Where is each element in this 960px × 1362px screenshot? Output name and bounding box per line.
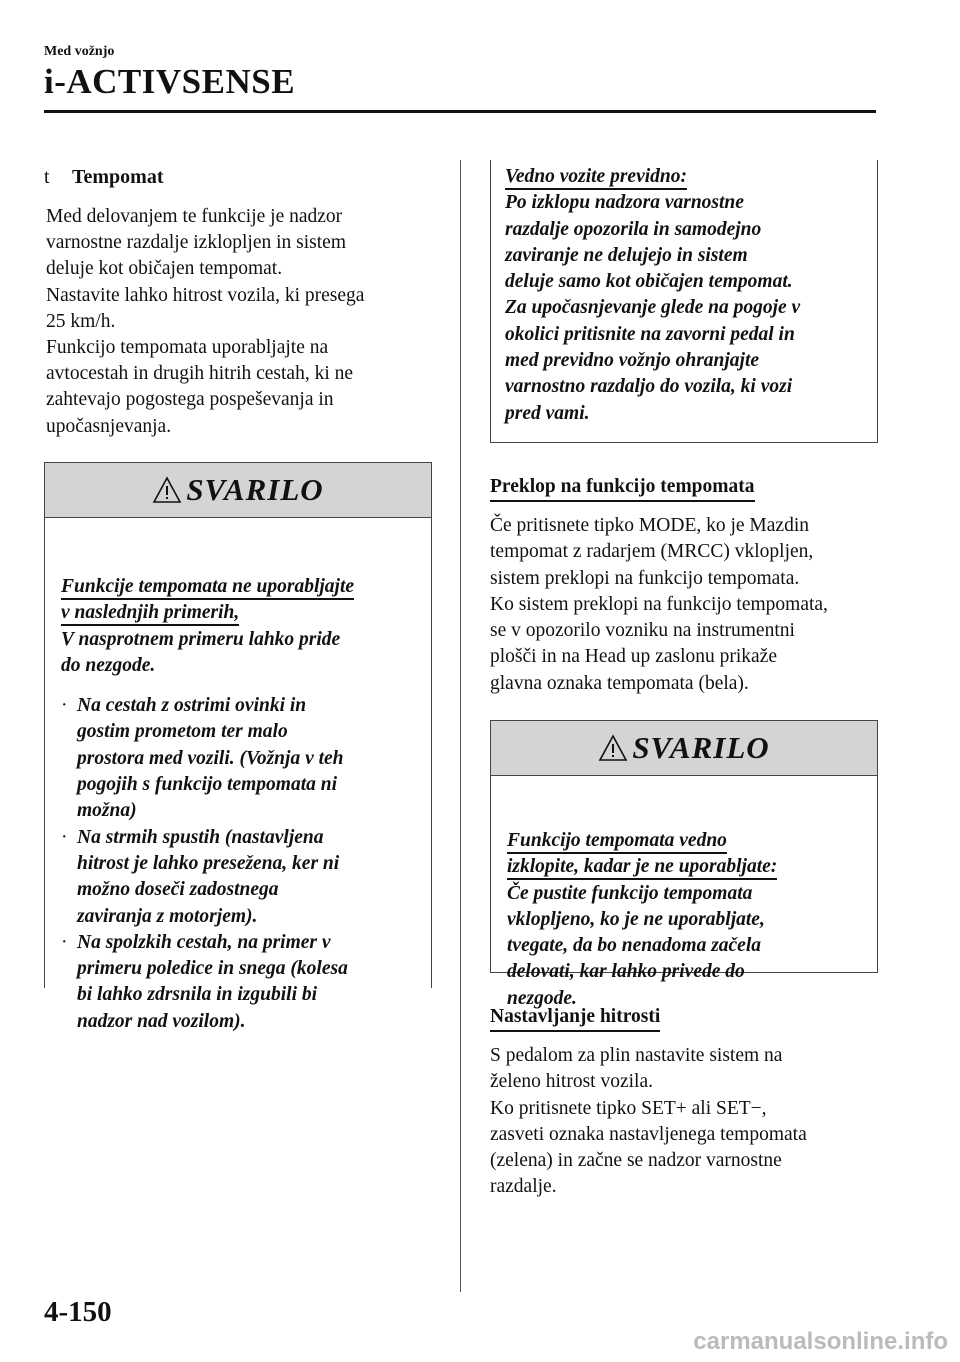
- text-line: Za upočasnjevanje glede na pogoje v: [505, 297, 801, 319]
- text-line: Nastavite lahko hitrost vozila, ki presega: [46, 284, 365, 306]
- text-line: primeru poledice in snega (kolesa: [77, 958, 348, 980]
- text-line: S pedalom za plin nastavite sistem na: [490, 1045, 783, 1066]
- list-item: [61, 825, 419, 930]
- tempomat-intro-text: [46, 204, 446, 440]
- column-divider: [460, 160, 461, 1292]
- text-line: gostim prometom ter malo: [77, 721, 288, 743]
- text-line: se v opozorilo vozniku na instrumentni: [490, 620, 795, 642]
- header-rule: [44, 110, 876, 113]
- text-line: okolici pritisnite na zavorni pedal in: [505, 323, 795, 345]
- text-line: Funkcijo tempomata uporabljajte na: [46, 337, 329, 359]
- text-line: med previdno vožnjo ohranjajte: [505, 350, 760, 372]
- bullet-dot: ·: [61, 931, 68, 953]
- text-line: glavna oznaka tempomata (bela).: [490, 672, 749, 694]
- text-line: avtocestah in drugih hitrih cestah, ki ne: [46, 363, 354, 385]
- text-line: Na cestah z ostrimi ovinki in: [77, 695, 307, 717]
- section-heading-tempomat: [44, 166, 163, 189]
- text-line: nadzor nad vozilom).: [77, 1010, 246, 1032]
- text-line: Če pustite funkcijo tempomata: [507, 882, 753, 904]
- text-line: Med delovanjem te funkcije je nadzor: [46, 206, 343, 227]
- text-line: zahtevajo pogostega pospeševanja in: [46, 389, 334, 411]
- text-line: možno doseči zadostnega: [77, 879, 279, 901]
- text-line: sistem preklopi na funkcijo tempomata.: [490, 567, 800, 589]
- caution-box-continued: [490, 160, 878, 443]
- page-number: 4-150: [44, 1296, 112, 1328]
- text-line: pogojih s funkcijo tempomata ni: [77, 774, 338, 796]
- text-line: varnostno razdaljo do vozila, ki vozi: [505, 376, 793, 398]
- warning-triangle-icon: [152, 476, 182, 504]
- page-title: i-ACTIVSENSE: [44, 62, 296, 101]
- text-line: prostora med vozili. (Vožnja v teh: [77, 747, 344, 769]
- warning-box-2: [490, 720, 878, 1009]
- text-line: delovati, kar lahko privede do: [507, 961, 745, 983]
- warning-title: SVARILO: [186, 472, 324, 507]
- text-line: upočasnjevanja.: [46, 415, 172, 437]
- warning-lead-line: do nezgode.: [61, 654, 156, 676]
- chapter-label: Med vožnjo: [44, 44, 115, 59]
- text-line: zaviranje ne delujejo in sistem: [505, 244, 748, 266]
- text-line: deluje kot običajen tempomat.: [46, 258, 283, 280]
- warning-lead-underlined: v naslednjih primerih,: [61, 602, 239, 626]
- bullet-dot: ·: [61, 826, 68, 848]
- text-line: tempomat z radarjem (MRCC) vklopljen,: [490, 541, 814, 563]
- bullet-dot: ·: [61, 695, 68, 717]
- subsection-heading-switch: Preklop na funkcijo tempomata: [490, 476, 755, 502]
- text-line: Ko pritisnete tipko SET+ ali SET−,: [490, 1097, 767, 1119]
- text-line: Po izklopu nadzora varnostne: [505, 192, 744, 214]
- text-line: razdalje opozorila in samodejno: [505, 218, 762, 240]
- list-item: [61, 693, 419, 824]
- text-line: zaviranja z motorjem).: [77, 905, 258, 927]
- warning-header: [45, 462, 431, 518]
- warning-triangle-icon: [598, 734, 628, 762]
- warning-box-1: [44, 462, 432, 1032]
- text-line: Če pritisnete tipko MODE, ko je Mazdin: [490, 515, 809, 536]
- text-line: Na strmih spustih (nastavljena: [77, 826, 324, 848]
- text-line: hitrost je lahko presežena, ker ni: [77, 852, 340, 874]
- switch-text: [490, 513, 880, 697]
- text-line: Ko sistem preklopi na funkcijo tempomata,: [490, 593, 828, 615]
- warning-bullet-list: [61, 693, 419, 1035]
- warning-lead-line: V nasprotnem primeru lahko pride: [61, 628, 341, 650]
- warning-lead-underlined: izklopite, kadar je ne uporabljate:: [507, 856, 777, 880]
- text-line: zasveti oznaka nastavljenega tempomata: [490, 1123, 807, 1145]
- warning-header: [491, 720, 877, 776]
- text-line: tvegate, da bo nenadoma začela: [507, 935, 762, 957]
- text-line: Na spolzkih cestah, na primer v: [77, 931, 331, 953]
- text-line: bi lahko zdrsnila in izgubili bi: [77, 984, 318, 1006]
- section-bullet: t: [44, 166, 50, 188]
- text-line: plošči in na Head up zaslonu prikaže: [490, 646, 777, 668]
- warning-lead-underlined: Funkcije tempomata ne uporabljajte: [61, 576, 354, 600]
- text-line: (zelena) in začne se nadzor varnostne: [490, 1150, 782, 1172]
- section-heading-text: Tempomat: [72, 166, 164, 188]
- subsection-heading-speed: Nastavljanje hitrosti: [490, 1006, 660, 1032]
- text-line: želeno hitrost vozila.: [490, 1071, 653, 1093]
- caution-underlined: Vedno vozite previdno:: [505, 166, 687, 190]
- text-line: pred vami.: [505, 402, 590, 424]
- text-line: 25 km/h.: [46, 310, 116, 332]
- list-item: [61, 930, 419, 1035]
- text-line: možna): [77, 800, 137, 822]
- speed-text: [490, 1043, 880, 1201]
- text-line: varnostne razdalje izklopljen in sistem: [46, 232, 346, 254]
- text-line: nezgode.: [507, 987, 577, 1009]
- warning-title: SVARILO: [632, 730, 770, 765]
- warning-lead-underlined: Funkcijo tempomata vedno: [507, 830, 727, 854]
- text-line: deluje samo kot običajen tempomat.: [505, 271, 793, 293]
- watermark: carmanualsonline.info: [693, 1328, 948, 1355]
- text-line: vklopljeno, ko je ne uporabljate,: [507, 908, 765, 930]
- text-line: razdalje.: [490, 1176, 557, 1198]
